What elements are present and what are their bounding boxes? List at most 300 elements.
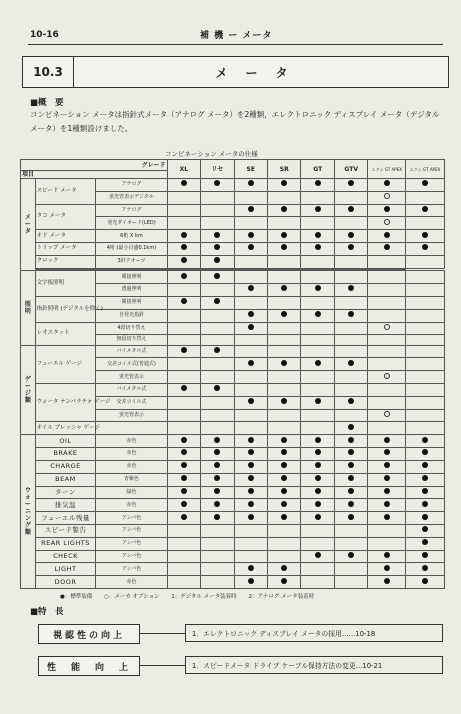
- row-item-label: REAR LIGHTS: [35, 537, 96, 550]
- spec-cell: [334, 550, 367, 563]
- standard-mark-icon: [248, 311, 254, 317]
- spec-cell: [301, 537, 334, 550]
- overview-heading: ■概 要: [30, 98, 64, 108]
- row-item-label: DOOR: [35, 576, 96, 589]
- spec-cell: [334, 335, 367, 345]
- section-title-box: [22, 56, 449, 88]
- spec-cell: [268, 309, 301, 322]
- standard-mark-icon: [281, 462, 287, 468]
- spec-cell: [268, 322, 301, 335]
- standard-mark-icon: [315, 501, 321, 507]
- spec-cell: [406, 396, 445, 409]
- spec-cell: [268, 460, 301, 473]
- row-item-label: OIL: [35, 435, 96, 448]
- standard-mark-icon: [248, 449, 254, 455]
- spec-cell: [406, 322, 445, 335]
- feature-ref-performance: 1．スピードメータ ドライブ ケーブル保持方法の変更…10-21: [185, 656, 443, 674]
- spec-cell: [406, 255, 445, 268]
- spec-cell: [167, 243, 200, 256]
- grade-header: GT: [301, 160, 334, 179]
- standard-mark-icon: [248, 565, 254, 571]
- spec-cell: [268, 409, 301, 422]
- standard-mark-icon: [248, 462, 254, 468]
- spec-cell: [268, 371, 301, 384]
- standard-mark-icon: [214, 180, 220, 186]
- standard-mark-icon: [181, 347, 187, 353]
- spec-cell: [406, 204, 445, 217]
- spec-cell: [406, 537, 445, 550]
- standard-mark-icon: [281, 244, 287, 250]
- spec-cell: [368, 345, 406, 358]
- spec-cell: [234, 409, 267, 422]
- standard-mark-icon: [348, 449, 354, 455]
- standard-mark-icon: [384, 475, 390, 481]
- row-type-label: 蛍光管表示デジタル: [96, 191, 167, 204]
- standard-mark-icon: [422, 475, 428, 481]
- row-type-label: 間接照明: [96, 271, 167, 284]
- spec-cell: [334, 345, 367, 358]
- spec-cell: [234, 191, 267, 204]
- spec-cell: [334, 371, 367, 384]
- option-mark-icon: [384, 411, 390, 417]
- spec-cell: [301, 512, 334, 525]
- standard-mark-icon: [181, 514, 187, 520]
- spec-cell: [167, 384, 200, 397]
- spec-cell: [301, 371, 334, 384]
- row-type-label: [96, 422, 167, 435]
- standard-mark-icon: [422, 180, 428, 186]
- spec-cell: [301, 335, 334, 345]
- row-type-label: アンバ色: [96, 563, 167, 576]
- spec-cell: [201, 204, 234, 217]
- spec-cell: [301, 576, 334, 589]
- standard-mark-icon: [315, 475, 321, 481]
- standard-mark-icon: [181, 437, 187, 443]
- standard-mark-icon: [422, 578, 428, 584]
- row-type-label: 赤色: [96, 435, 167, 448]
- row-type-label: バイメタル式: [96, 384, 167, 397]
- row-item-label: LIGHT: [35, 563, 96, 576]
- standard-mark-icon: [348, 424, 354, 430]
- spec-cell: [301, 563, 334, 576]
- spec-cell: [406, 512, 445, 525]
- spec-cell: [334, 230, 367, 243]
- feature-connector: [139, 633, 185, 634]
- spec-cell: [301, 409, 334, 422]
- spec-cell: [368, 179, 406, 192]
- spec-cell: [268, 537, 301, 550]
- spec-cell: [234, 296, 267, 309]
- spec-cell: [406, 460, 445, 473]
- table-row: [21, 204, 445, 217]
- spec-cell: [167, 179, 200, 192]
- spec-cell: [167, 284, 200, 297]
- standard-mark-icon: [315, 552, 321, 558]
- standard-mark-icon: [422, 501, 428, 507]
- spec-cell: [167, 473, 200, 486]
- spec-cell: [234, 448, 267, 461]
- spec-cell: [406, 563, 445, 576]
- standard-mark-icon: [214, 501, 220, 507]
- standard-mark-icon: [315, 514, 321, 520]
- spec-cell: [406, 435, 445, 448]
- spec-cell: [234, 345, 267, 358]
- row-type-label: アンバ色: [96, 512, 167, 525]
- spec-cell: [167, 335, 200, 345]
- spec-cell: [368, 296, 406, 309]
- spec-cell: [406, 271, 445, 284]
- row-group-label: 照 明: [21, 271, 36, 345]
- spec-cell: [334, 486, 367, 499]
- standard-mark-icon: [214, 514, 220, 520]
- row-type-label: 蛍光管表示: [96, 371, 167, 384]
- spec-cell: [268, 448, 301, 461]
- standard-mark-icon: [281, 285, 287, 291]
- spec-cell: [268, 296, 301, 309]
- spec-cell: [234, 563, 267, 576]
- spec-cell: [406, 422, 445, 435]
- spec-cell: [167, 409, 200, 422]
- row-item-label: レオスタット: [35, 322, 96, 345]
- row-type-label: アンバ色: [96, 550, 167, 563]
- spec-cell: [406, 499, 445, 512]
- table-row: [21, 576, 445, 589]
- spec-cell: [368, 396, 406, 409]
- spec-cell: [234, 371, 267, 384]
- spec-cell: [268, 284, 301, 297]
- spec-cell: [368, 473, 406, 486]
- spec-cell: [334, 204, 367, 217]
- spec-cell: [406, 576, 445, 589]
- spec-cell: [167, 524, 200, 537]
- spec-cell: [201, 243, 234, 256]
- standard-mark-icon: [422, 565, 428, 571]
- spec-cell: [301, 191, 334, 204]
- spec-cell: [301, 448, 334, 461]
- spec-cell: [167, 550, 200, 563]
- standard-mark-icon: [384, 565, 390, 571]
- spec-cell: [268, 191, 301, 204]
- table-row: [21, 537, 445, 550]
- spec-cell: [334, 309, 367, 322]
- spec-cell: [334, 499, 367, 512]
- spec-cell: [334, 217, 367, 230]
- spec-cell: [301, 255, 334, 268]
- spec-cell: [201, 230, 234, 243]
- spec-cell: [167, 230, 200, 243]
- standard-mark-icon: [248, 206, 254, 212]
- spec-cell: [167, 371, 200, 384]
- spec-cell: [406, 550, 445, 563]
- table-row: [21, 255, 445, 268]
- spec-cell: [167, 296, 200, 309]
- standard-mark-icon: [315, 462, 321, 468]
- standard-mark-icon: [348, 437, 354, 443]
- standard-mark-icon: [214, 475, 220, 481]
- table-legend: [60, 592, 324, 600]
- spec-cell: [201, 499, 234, 512]
- row-item-label: フューエル残量: [35, 512, 96, 525]
- spec-cell: [167, 576, 200, 589]
- spec-cell: [406, 309, 445, 322]
- spec-cell: [268, 550, 301, 563]
- standard-mark-icon: [384, 244, 390, 250]
- spec-cell: [167, 563, 200, 576]
- spec-cell: [167, 191, 200, 204]
- table-row: [21, 512, 445, 525]
- row-type-label: 発光ダイオード(LED): [96, 217, 167, 230]
- row-item-label: オイル プレッシャ ゲージ: [35, 422, 96, 435]
- row-group-label: ゲ ー ジ 類: [21, 345, 36, 435]
- standard-mark-icon: [248, 324, 254, 330]
- spec-cell: [234, 230, 267, 243]
- spec-cell: [167, 204, 200, 217]
- spec-cell: [406, 384, 445, 397]
- table-row: [21, 384, 445, 397]
- standard-mark-icon: [181, 488, 187, 494]
- option-mark-icon: [384, 324, 390, 330]
- standard-mark-icon: [422, 449, 428, 455]
- table-row: [21, 322, 445, 335]
- standard-mark-icon: [181, 385, 187, 391]
- row-item-label: BEAM: [35, 473, 96, 486]
- standard-mark-icon: [214, 244, 220, 250]
- row-type-label: 6桁 X km: [96, 230, 167, 243]
- standard-mark-icon: [281, 475, 287, 481]
- spec-cell: [234, 335, 267, 345]
- spec-cell: [334, 537, 367, 550]
- spec-cell: [234, 322, 267, 335]
- spec-cell: [234, 204, 267, 217]
- standard-mark-icon: [315, 437, 321, 443]
- spec-cell: [406, 448, 445, 461]
- legend-standard: ●：標準装備: [60, 594, 93, 600]
- spec-cell: [201, 322, 234, 335]
- row-type-label: アンバ色: [96, 537, 167, 550]
- spec-cell: [301, 309, 334, 322]
- grade-header: エクシ GT APEX: [406, 160, 445, 179]
- row-type-label: 赤色: [96, 576, 167, 589]
- standard-mark-icon: [422, 232, 428, 238]
- standard-mark-icon: [348, 360, 354, 366]
- standard-mark-icon: [214, 232, 220, 238]
- spec-cell: [201, 179, 234, 192]
- spec-cell: [368, 309, 406, 322]
- spec-cell: [301, 284, 334, 297]
- standard-mark-icon: [348, 285, 354, 291]
- spec-cell: [268, 512, 301, 525]
- standard-mark-icon: [181, 232, 187, 238]
- spec-cell: [301, 499, 334, 512]
- row-item-label: BRAKE: [35, 448, 96, 461]
- spec-cell: [301, 345, 334, 358]
- standard-mark-icon: [248, 244, 254, 250]
- spec-cell: [234, 422, 267, 435]
- spec-cell: [201, 460, 234, 473]
- spec-cell: [368, 435, 406, 448]
- row-type-label: 透過照明: [96, 284, 167, 297]
- spec-cell: [334, 512, 367, 525]
- spec-cell: [368, 460, 406, 473]
- spec-cell: [268, 243, 301, 256]
- spec-cell: [301, 243, 334, 256]
- standard-mark-icon: [384, 578, 390, 584]
- page-number: 10-16: [30, 30, 59, 40]
- spec-cell: [234, 576, 267, 589]
- spec-cell: [301, 322, 334, 335]
- spec-cell: [201, 435, 234, 448]
- spec-cell: [301, 204, 334, 217]
- spec-cell: [334, 576, 367, 589]
- spec-cell: [268, 358, 301, 371]
- standard-mark-icon: [248, 398, 254, 404]
- row-type-label: 交差コイル式(普通式): [96, 358, 167, 371]
- table-row: [21, 345, 445, 358]
- row-item-label: 文字板照明: [35, 271, 96, 297]
- standard-mark-icon: [248, 514, 254, 520]
- standard-mark-icon: [281, 565, 287, 571]
- spec-cell: [368, 335, 406, 345]
- spec-cell: [301, 179, 334, 192]
- spec-cell: [268, 255, 301, 268]
- grade-header: GTV: [334, 160, 367, 179]
- spec-cell: [268, 576, 301, 589]
- grade-header: リセ: [201, 160, 234, 179]
- spec-cell: [201, 358, 234, 371]
- spec-cell: [406, 243, 445, 256]
- spec-cell: [334, 243, 367, 256]
- standard-mark-icon: [181, 475, 187, 481]
- spec-cell: [268, 422, 301, 435]
- row-item-label: フューエル ゲージ: [35, 345, 96, 383]
- row-item-label: CHECK: [35, 550, 96, 563]
- spec-cell: [334, 422, 367, 435]
- table-row: [21, 435, 445, 448]
- spec-cell: [334, 255, 367, 268]
- header-corner-grade: グレード: [21, 160, 168, 171]
- spec-cell: [368, 217, 406, 230]
- spec-cell: [234, 271, 267, 284]
- row-type-label: アナログ: [96, 179, 167, 192]
- row-type-label: 4桁 (最小目盛0.1km): [96, 243, 167, 256]
- standard-mark-icon: [384, 462, 390, 468]
- standard-mark-icon: [384, 206, 390, 212]
- table-row: [21, 486, 445, 499]
- table-row: [21, 550, 445, 563]
- spec-cell: [167, 271, 200, 284]
- spec-cell: [406, 191, 445, 204]
- spec-cell: [201, 537, 234, 550]
- spec-cell: [368, 371, 406, 384]
- spec-cell: [234, 255, 267, 268]
- standard-mark-icon: [181, 257, 187, 263]
- spec-cell: [301, 271, 334, 284]
- standard-mark-icon: [348, 180, 354, 186]
- row-item-label: 排気温: [35, 499, 96, 512]
- row-type-label: 緑色: [96, 486, 167, 499]
- spec-cell: [167, 345, 200, 358]
- standard-mark-icon: [422, 539, 428, 545]
- row-type-label: 赤色: [96, 448, 167, 461]
- standard-mark-icon: [181, 180, 187, 186]
- spec-cell: [201, 255, 234, 268]
- spec-cell: [368, 537, 406, 550]
- option-mark-icon: [384, 373, 390, 379]
- spec-cell: [406, 217, 445, 230]
- legend-note1: 1：デジタル メータ装着時: [171, 594, 237, 600]
- standard-mark-icon: [281, 398, 287, 404]
- feature-box-performance: 性 能 向 上: [38, 656, 140, 676]
- standard-mark-icon: [315, 180, 321, 186]
- spec-cell: [268, 230, 301, 243]
- spec-cell: [368, 243, 406, 256]
- spec-cell: [201, 409, 234, 422]
- spec-cell: [268, 345, 301, 358]
- standard-mark-icon: [348, 488, 354, 494]
- spec-cell: [201, 576, 234, 589]
- table-row: [21, 179, 445, 192]
- spec-cell: [234, 396, 267, 409]
- spec-cell: [368, 358, 406, 371]
- standard-mark-icon: [348, 206, 354, 212]
- standard-mark-icon: [281, 501, 287, 507]
- spec-cell: [201, 396, 234, 409]
- standard-mark-icon: [248, 475, 254, 481]
- table-row: [21, 422, 445, 435]
- row-item-label: トリップ メータ: [35, 243, 96, 256]
- spec-cell: [406, 524, 445, 537]
- standard-mark-icon: [384, 437, 390, 443]
- spec-cell: [368, 499, 406, 512]
- grade-header: SE: [234, 160, 267, 179]
- spec-cell: [301, 486, 334, 499]
- spec-cell: [268, 335, 301, 345]
- legend-option: ○：メーカ オプション: [104, 594, 160, 600]
- standard-mark-icon: [348, 501, 354, 507]
- standard-mark-icon: [315, 232, 321, 238]
- standard-mark-icon: [281, 514, 287, 520]
- table-row: [21, 499, 445, 512]
- spec-cell: [201, 191, 234, 204]
- standard-mark-icon: [315, 206, 321, 212]
- row-type-label: 赤色: [96, 499, 167, 512]
- spec-cell: [368, 512, 406, 525]
- standard-mark-icon: [281, 311, 287, 317]
- spec-cell: [201, 448, 234, 461]
- table-row: [21, 271, 445, 284]
- spec-cell: [201, 524, 234, 537]
- standard-mark-icon: [248, 180, 254, 186]
- spec-cell: [167, 499, 200, 512]
- spec-cell: [301, 384, 334, 397]
- standard-mark-icon: [214, 385, 220, 391]
- standard-mark-icon: [248, 360, 254, 366]
- grade-header: エクシ GT APEX: [368, 160, 406, 179]
- spec-cell: [268, 563, 301, 576]
- spec-cell: [368, 422, 406, 435]
- spec-cell: [167, 217, 200, 230]
- standard-mark-icon: [348, 462, 354, 468]
- standard-mark-icon: [181, 501, 187, 507]
- spec-cell: [234, 550, 267, 563]
- spec-cell: [368, 384, 406, 397]
- row-type-label: 無段切り替え: [96, 335, 167, 345]
- spec-cell: [301, 296, 334, 309]
- spec-cell: [301, 217, 334, 230]
- row-type-label: バイメタル式: [96, 345, 167, 358]
- section-title: メータ: [215, 65, 306, 80]
- spec-cell: [406, 230, 445, 243]
